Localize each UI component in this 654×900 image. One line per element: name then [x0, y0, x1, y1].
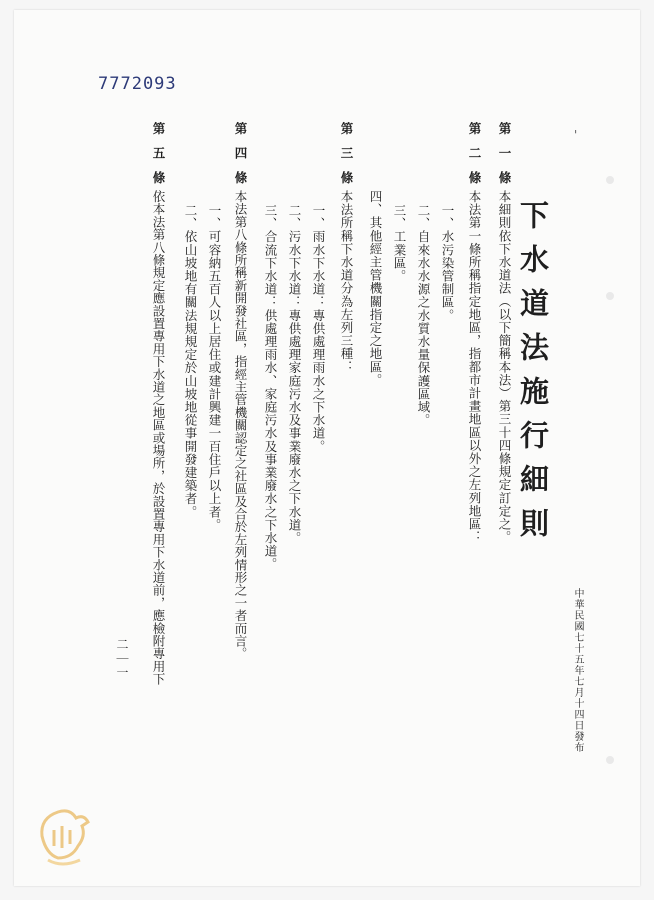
article-3-line-1: 本法所稱下水道分為左列三種： — [339, 190, 354, 374]
article-2-line-1: 本法第一條所稱指定地區，指都市計畫地區以外之左列地區： — [467, 190, 482, 544]
archive-watermark-logo — [28, 796, 108, 876]
article-4-line-1: 本法第八條所稱新開發社區，指經主管機關認定之社區及合於左列情形之一者而言。 — [233, 190, 248, 660]
article-2-item-3: 三、工業區。 — [392, 204, 407, 283]
binding-hole — [606, 756, 614, 764]
article-2-item-1: 一、水污染管制區。 — [440, 204, 455, 322]
article-3-item-3: 三、合流下水道：供處理雨水、家庭污水及事業廢水之下水道。 — [263, 204, 278, 571]
document-page — [14, 10, 640, 886]
article-4-label: 第四條 — [233, 122, 248, 196]
article-4-item-2: 二、依山坡地有關法規規定於山坡地從事開發建築者。 — [183, 204, 198, 519]
article-5-label: 第五條 — [151, 122, 166, 196]
binding-hole — [606, 292, 614, 300]
article-2-item-4: 四、其他經主管機關指定之地區。 — [368, 190, 383, 387]
promulgation-date: 中華民國七十五年七月十四日發布 — [572, 588, 583, 753]
page-number: 二｜一 — [115, 638, 129, 680]
article-1-label: 第一條 — [497, 122, 512, 196]
binding-hole — [606, 176, 614, 184]
article-3-item-1: 一、雨水下水道：專供處理雨水之下水道。 — [311, 204, 326, 453]
ink-speck: ' — [574, 128, 578, 142]
article-2-item-2: 二、自來水水源之水質水量保護區域。 — [416, 204, 431, 427]
article-2-label: 第二條 — [467, 122, 482, 196]
article-5-line-1: 依本法第八條規定應設置專用下水道之地區或場所，於設置專用下水道前，應檢附專用下 — [151, 190, 166, 686]
document-title: 下水道法施行細則 — [516, 200, 550, 552]
article-3-item-2: 二、污水下水道：專供處理家庭污水及事業廢水之下水道。 — [287, 204, 302, 545]
document-number: 7772093 — [98, 74, 177, 94]
article-1-line-1: 本細則依下水道法（以下簡稱本法）第三十四條規定訂定之。 — [497, 190, 512, 544]
article-3-label: 第三條 — [339, 122, 354, 196]
article-4-item-1: 一、可容納五百人以上居住或建計興建一百住戶以上者。 — [207, 204, 222, 532]
